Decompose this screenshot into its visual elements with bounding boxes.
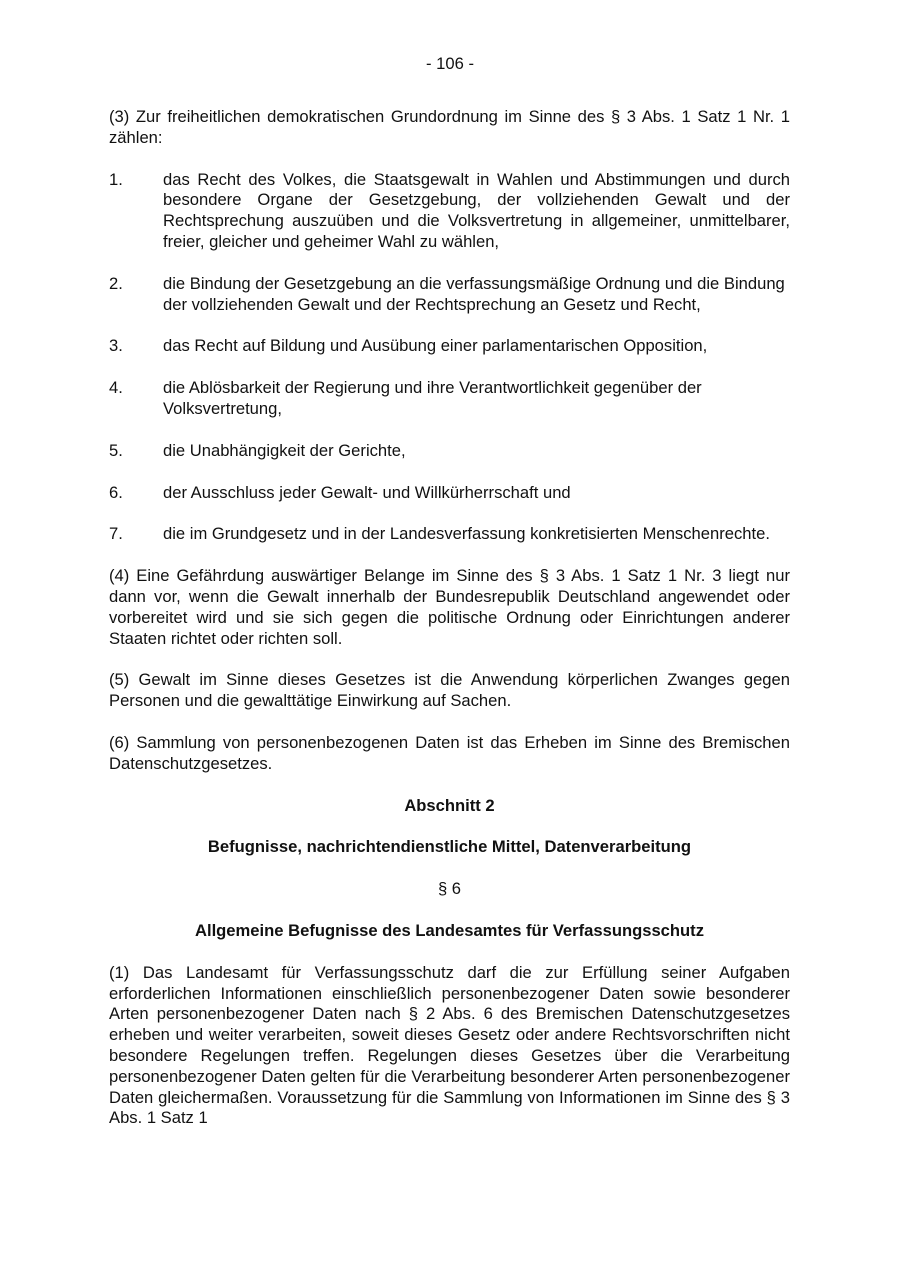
- list-item-text: die Ablösbarkeit der Regierung und ihre Verantwortlichkeit gegenüber der Volksvertretung,: [163, 378, 702, 418]
- list-item: [109, 524, 790, 545]
- list-item: [109, 170, 790, 253]
- list-item-number: 6.: [109, 482, 123, 502]
- list-item: [109, 336, 790, 357]
- list-item-number: 5.: [109, 440, 123, 460]
- list-item-number: 4.: [109, 378, 123, 398]
- section-heading: Abschnitt 2: [404, 795, 495, 815]
- list-item: [109, 441, 790, 462]
- paragraph-sign: § 6: [437, 879, 462, 899]
- page-number: - 106 -: [426, 54, 474, 73]
- paragraph-3: (3) Zur freiheitlichen demokratischen Grundordnung im Sinne des § 3 Abs. 1 Satz 1 Nr. 1 zählen:: [109, 107, 790, 147]
- list-item-number: 1.: [109, 169, 123, 189]
- list-item: [109, 483, 790, 504]
- page-content: [109, 107, 790, 1129]
- list-item: [109, 274, 790, 316]
- list-item-text: die Bindung der Gesetzgebung an die verfassungsmäßige Ordnung und die Bindung der vollziehenden Gewalt und der Rechtsprechung an Gesetz und Recht,: [163, 273, 785, 314]
- list-item-text: die im Grundgesetz und in der Landesverfassung konkretisierten Menschenrechte.: [163, 524, 770, 544]
- paragraph-5: (5) Gewalt im Sinne dieses Gesetzes ist die Anwendung körperlichen Zwanges gegen Personen und die gewalttätige Einwirkung auf Sachen.: [109, 670, 790, 711]
- paragraph-title: Allgemeine Befugnisse des Landesamtes für Verfassungsschutz: [194, 920, 705, 940]
- list-item-text: die Unabhängigkeit der Gerichte,: [163, 440, 406, 460]
- paragraph-4: (4) Eine Gefährdung auswärtiger Belange im Sinne des § 3 Abs. 1 Satz 1 Nr. 3 liegt nur dann vor, wenn die Gewalt innerhalb der Bundesrepublik Deutschland angewendet oder vorbereitet wird und sie sich gegen die politische Ordnung oder Einrichtungen anderer Staaten richtet oder richten soll.: [109, 566, 790, 648]
- list-item-number: 3.: [109, 336, 123, 356]
- enumerated-list: [109, 170, 790, 546]
- section-title: Befugnisse, nachrichtendienstliche Mittel, Datenverarbeitung: [207, 837, 692, 857]
- list-item-text: der Ausschluss jeder Gewalt- und Willkürherrschaft und: [163, 482, 571, 502]
- list-item: [109, 378, 790, 420]
- paragraph-6: (6) Sammlung von personenbezogenen Daten ist das Erheben im Sinne des Bremischen Datenschutzgesetzes.: [109, 732, 790, 773]
- list-item-number: 7.: [109, 524, 123, 544]
- paragraph-6-1: (1) Das Landesamt für Verfassungsschutz darf die zur Erfüllung seiner Aufgaben erforderlichen Informationen einschließlich personenbezogener Daten sowie besonderer Arten personenbezogener Daten nach § 2 Abs. 6 des Bremischen Datenschutzgesetzes erheben und weiter verarbeiten, soweit dieses Gesetz oder andere Rechtsvorschriften nicht besondere Regelungen treffen. Regelungen dieses Gesetzes über die Verarbeitung personenbezogener Daten gelten für die Verarbeitung besonderer Arten personenbezogener Daten gleichermaßen. Voraussetzung für die Sammlung von Informationen im Sinne des § 3 Abs. 1 Satz 1: [109, 962, 790, 1128]
- list-item-text: das Recht auf Bildung und Ausübung einer parlamentarischen Opposition,: [163, 336, 708, 356]
- list-item-text: das Recht des Volkes, die Staatsgewalt in Wahlen und Abstimmungen und durch besondere Organe der Gesetzgebung, der vollziehenden Gewalt und der Rechtsprechung auszuüben und die Volksvertretung in allgemeiner, unmittelbarer, freier, gleicher und geheimer Wahl zu wählen,: [163, 169, 790, 251]
- list-item-number: 2.: [109, 273, 123, 293]
